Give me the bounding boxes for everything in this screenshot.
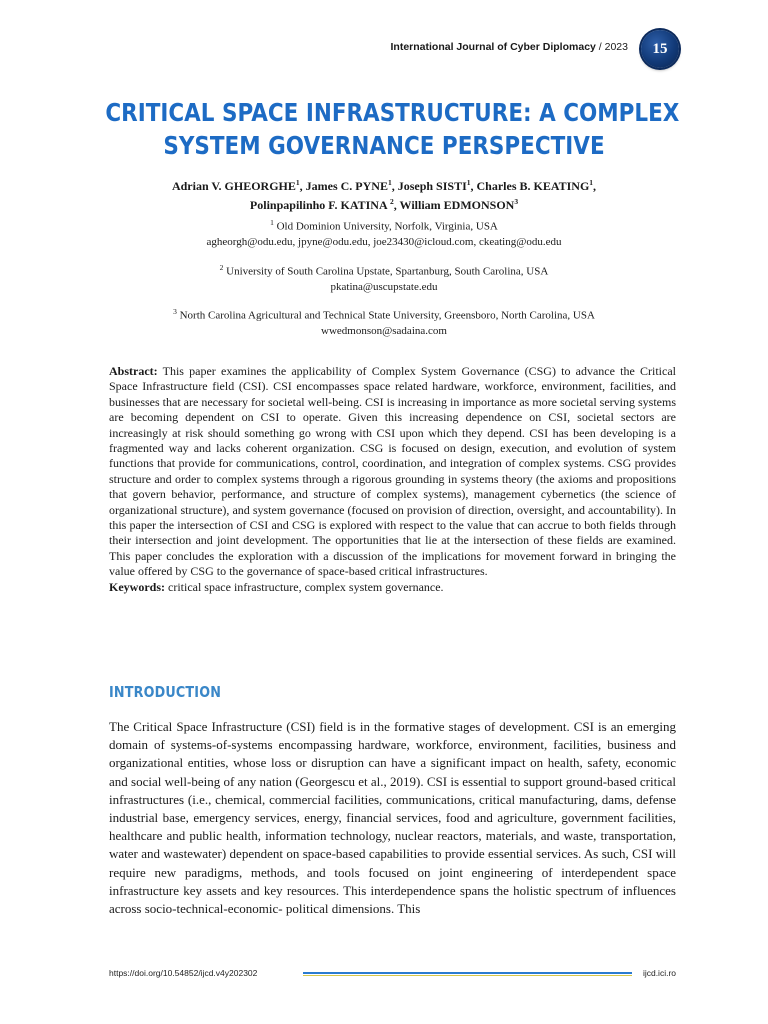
abstract-label: Abstract:: [109, 364, 158, 378]
keywords-paragraph: [109, 580, 676, 595]
author-affiliation-mark: 1: [466, 178, 471, 187]
author-name: William EDMONSON: [399, 198, 515, 212]
journal-name: [391, 41, 629, 53]
section-heading-introduction: INTRODUCTION: [109, 683, 222, 701]
affiliation-institution: [0, 215, 768, 235]
running-header: [0, 30, 768, 66]
page-number-badge: 15: [641, 30, 679, 68]
author-name: James C. PYNE: [305, 179, 388, 193]
affiliation-number: 1: [270, 218, 274, 227]
author-separator: ,: [393, 198, 400, 212]
author-affiliation-mark: 3: [514, 197, 519, 206]
affiliation-emails: pkatina@uscupstate.edu: [330, 280, 438, 293]
affiliation-3: [0, 304, 768, 339]
author-separator: ,: [391, 179, 398, 193]
footer-rule-blue: [303, 972, 632, 974]
author-affiliation-mark: 1: [589, 178, 594, 187]
author-separator: ,: [470, 179, 477, 193]
author-list: [0, 175, 768, 213]
abstract-section: [109, 364, 676, 595]
footer-rule-gold: [303, 975, 632, 977]
title-line-2: SYSTEM GOVERNANCE PERSPECTIVE: [163, 131, 605, 160]
author-name: Joseph SISTI: [397, 179, 467, 193]
page-footer: [109, 968, 676, 982]
affiliation-number: 3: [173, 307, 177, 316]
affiliation-emails: agheorgh@odu.edu, jpyne@odu.edu, joe23430@icloud.com, ckeating@odu.edu: [206, 235, 562, 248]
author-name: Polinpapilinho F. KATINA: [249, 198, 390, 212]
keywords-text: critical space infrastructure, complex system governance.: [165, 579, 444, 594]
affiliation-text: Old Dominion University, Norfolk, Virginia, USA: [273, 220, 498, 233]
author-name: Adrian V. GHEORGHE: [171, 179, 296, 193]
author-affiliation-mark: 1: [387, 178, 392, 187]
footer-rule: [303, 972, 632, 976]
title-line-1: CRITICAL SPACE INFRASTRUCTURE: A COMPLEX: [105, 98, 680, 127]
author-affiliation-mark: 2: [389, 197, 394, 206]
affiliation-institution: [0, 260, 768, 280]
introduction-body: [109, 718, 676, 918]
author-separator: ,: [593, 179, 597, 193]
author-name: Charles B. KEATING: [476, 179, 590, 193]
affiliation-number: 2: [219, 263, 224, 272]
affiliation-2: [0, 260, 768, 295]
author-affiliation-mark: 1: [295, 178, 300, 187]
paper-title: [105, 96, 680, 162]
journal-title: International Journal of Cyber Diplomacy: [390, 41, 596, 53]
affiliation-1: [0, 215, 768, 250]
journal-year: / 2023: [595, 41, 628, 53]
keywords-label: Keywords:: [109, 579, 165, 594]
author-line-2: [0, 194, 768, 213]
author-line-1: [0, 175, 768, 194]
affiliation-text: University of South Carolina Upstate, Spartanburg, South Carolina, USA: [223, 265, 549, 278]
abstract-text: This paper examines the applicability of Complex System Governance (CSG) to advance the Critical Space Infrastructure field (CSI). CSI encompasses space related hardware, workforce, environment, facilities, and businesses that are necessary for societal well-being. CSI is increasing in importance as more societal serving systems are becoming dependent on CSI to operate. Given this increasing dependence on CSI, societal sectors are increasingly at risk should something go wrong with CSI upon which they depend. CSI has been developing is a fragmented way and lacks coherent organization. CSG is focused on design, execution, and evolution of system functions that provide for communications, control, coordination, and integration of complex systems. CSG provides structure and order to complex systems through a rigorous grounding in systems theory (the axioms and propositions that govern behavior, performance, and structure of complex systems), management cybernetics (the science of organizational structure), and system governance (focused on provision of direction, oversight, and accountability). In this paper the intersection of CSI and CSG is explored with respect to the value that can accrue to both fields through their intersection and joint development. The opportunities that lie at the intersection of these fields are examined. This paper concludes the exploration with a discussion of the implications for movement forward in bringing the value offered by CSG to the governance of space-based critical infrastructures.: [109, 364, 676, 579]
journal-website-link[interactable]: ijcd.ici.ro: [642, 968, 676, 978]
abstract-paragraph: [109, 364, 676, 580]
introduction-paragraph: The Critical Space Infrastructure (CSI) field is in the formative stages of development. CSI is an emerging domain of systems-of-systems encompassing hardware, workforce, environment, facilities, business and organizational entities, whose loss or disruption can have a significant impact on health, safety, economic and social well-being of any nation (Georgescu et al., 2019). CSI is essential to support ground-based critical infrastructures (i.e., chemical, commercial facilities, communications, critical manufacturing, dams, defense industrial base, emergency services, energy, financial services, food and agriculture, government facilities, healthcare and public health, information technology, nuclear reactors, materials, and waste, transportation, water and wastewater) dependent on space-based capabilities to provide essential services. As such, CSI will require new paradigms, methods, and tools focused on joint engineering of interdependent space infrastructure key assets and key resources. This interdependence spans the holistic spectrum of influences across socio-technical-economic- political dimensions. This: [109, 719, 676, 917]
doi-link[interactable]: https://doi.org/10.54852/ijcd.v4y202302: [109, 968, 258, 978]
affiliation-text: North Carolina Agricultural and Technical State University, Greensboro, North Carolina, USA: [176, 309, 595, 322]
affiliation-institution: [0, 304, 768, 324]
affiliation-emails: wwedmonson@sadaina.com: [321, 324, 447, 337]
author-separator: ,: [299, 179, 306, 193]
